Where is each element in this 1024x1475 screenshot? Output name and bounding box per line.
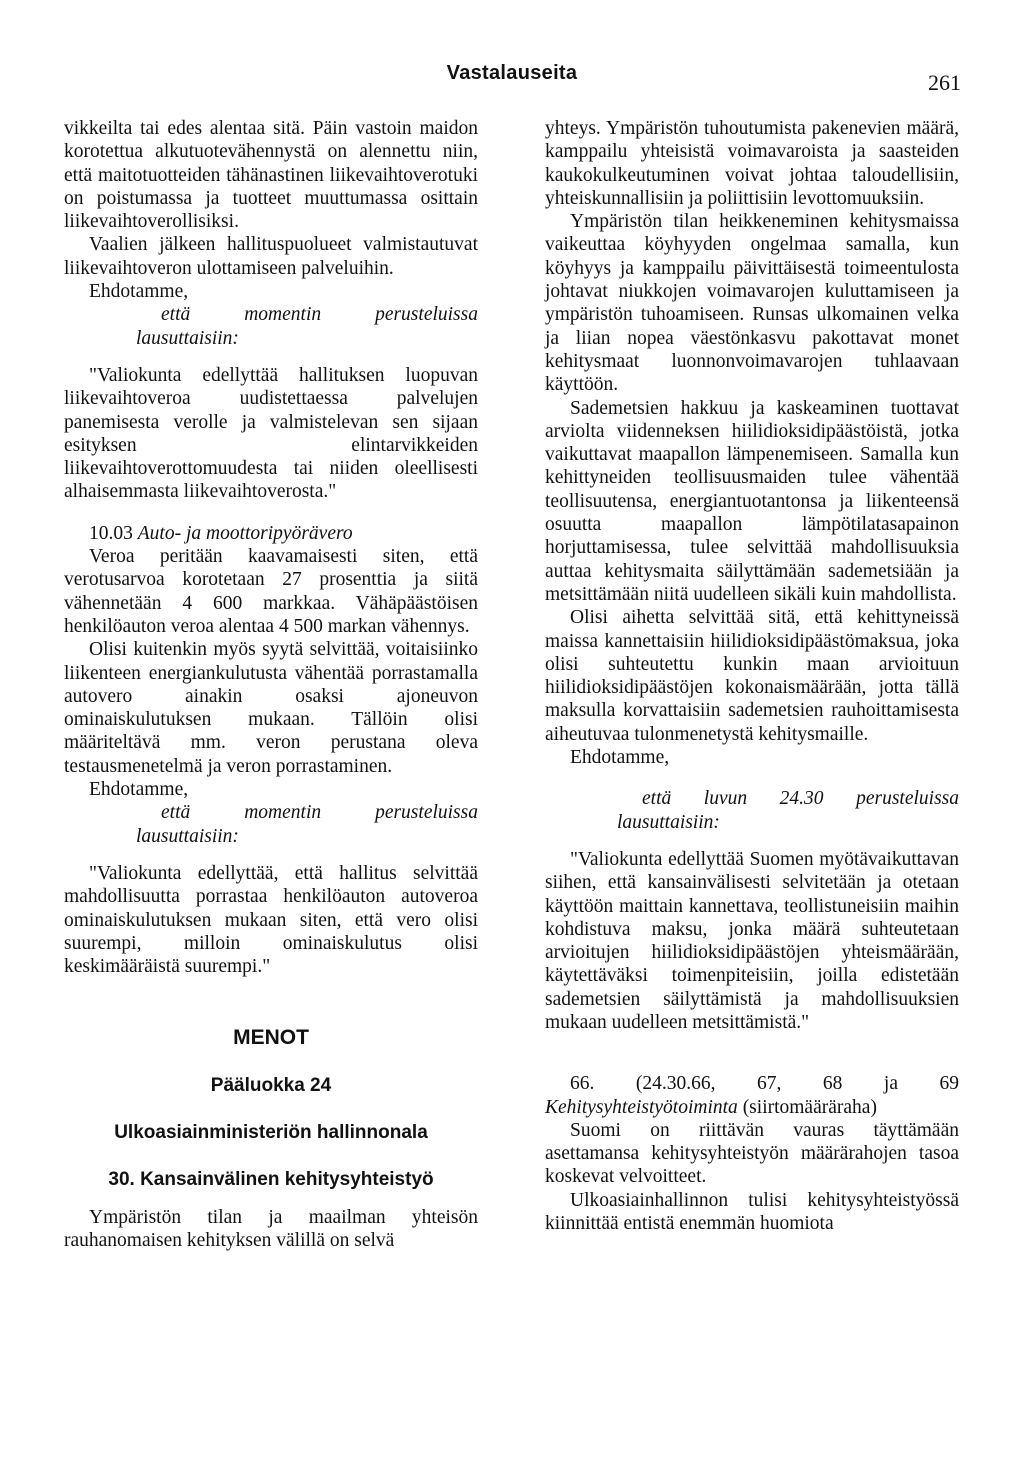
- page-number: 261: [928, 70, 961, 95]
- right-column: [545, 117, 959, 1235]
- section-heading: [545, 1072, 959, 1119]
- section-title: Kehitysyhteistyötoiminta: [545, 1096, 738, 1118]
- section-title: Auto- ja moottoripyörävero: [137, 522, 353, 544]
- section-heading-end: (siirtomääräraha): [737, 1096, 877, 1118]
- paragraph: Olisi kuitenkin myös syytä selvittää, voitaisiinko liikenteen energiankulutusta vähentää porrastamalla autovero ainakin osaksi ajoneuvon ominaiskulutuksen mukaan. Tällöin olisi määriteltävä mm. veron perustana oleva testausmenetelmä ja veron porrastaminen.: [64, 639, 478, 777]
- heading-menot: MENOT: [233, 1026, 309, 1050]
- proposal-lead: Ehdotamme,: [570, 747, 670, 769]
- paragraph: Suomi on riittävän vauras täyttämään asettamansa kehitysyhteistyön määrärahojen tasoa koskevat velvoitteet.: [545, 1119, 959, 1188]
- proposal-intro: että momentin perusteluissa lausuttaisiin:: [136, 802, 478, 847]
- running-header: Vastalauseita: [446, 62, 578, 84]
- paragraph: Veroa peritään kaavamaisesti siten, että verotusarvoa korotetaan 27 prosenttia ja siitä vähennetään 4 600 markkaa. Vähäpäästöisen henkilöauton veroa alentaa 4 500 markan vähennys.: [64, 546, 478, 637]
- section-heading: [64, 522, 478, 545]
- section-number: 10.03: [89, 522, 133, 544]
- proposal-lead: Ehdotamme,: [89, 779, 189, 801]
- proposal-quote: "Valiokunta edellyttää Suomen myötävaikuttavan siihen, että kansainvälisesti selvitetään ja otetaan käyttöön maittain kannettava, teollistuneisiin maihin kohdistuva maksu, jonka määrä suhteutetaan arvioitujen hiilidioksidipäästöjen yhteismäärään, käytettäväksi toimenpiteisiin, joilla edistetään sademetsien säilyttämistä ja mahdollisuuksien mukaan uudelleen metsittämistä.": [545, 848, 959, 1033]
- paragraph: Ympäristön tilan heikkeneminen kehitysmaissa vaikeuttaa köyhyyden ongelmaa samalla, kun köyhyys ja kamppailu päivittäisestä toimeentulosta johtavat niukkojen voimavarojen kuluttamiseen ja ympäristön tuhoamiseen. Runsas ulkomainen velka ja liian nopea väestönkasvu pakottavat monet kehitysmaat luonnonvoimavarojen tuhlaavaan käyttöön.: [545, 211, 959, 396]
- paragraph: Vaalien jälkeen hallituspuolueet valmistautuvat liikevaihtoveron ulottamiseen palveluihin.: [64, 234, 478, 279]
- proposal-intro: että momentin perusteluissa lausuttaisiin:: [136, 304, 478, 349]
- left-column: [64, 117, 478, 1252]
- paragraph: Ympäristön tilan ja maailman yhteisön rauhanomaisen kehityksen välillä on selvä: [64, 1206, 478, 1251]
- paragraph: vikkeilta tai edes alentaa sitä. Päin vastoin maidon korotettua alkutuotevähennystä on alennettu niin, että maitotuotteiden tähänastinen liikevaihtoverotuki on poistumassa ja tuotteet muuttumassa osittain liikevaihtoverollisiksi.: [64, 118, 478, 233]
- heading-hallinnonala: Ulkoasiainministeriön hallinnonala: [114, 1121, 428, 1143]
- heading-paaluokka: Pääluokka 24: [210, 1074, 332, 1096]
- proposal-quote: "Valiokunta edellyttää hallituksen luopuvan liikevaihtoveroa uudistettaessa palvelujen panemisesta verolle ja valmistelevan sen sijaan esityksen elintarvikkeiden liikevaihtoverottomuudesta tai niiden oleellisesti alhaisemmasta liikevaihtoverosta.": [64, 364, 478, 503]
- section-heading-start: 66. (24.30.66, 67, 68 ja 69: [570, 1073, 959, 1095]
- paragraph: Ulkoasiainhallinnon tulisi kehitysyhteistyössä kiinnittää entistä enemmän huomiota: [545, 1189, 959, 1235]
- proposal-quote: "Valiokunta edellyttää, että hallitus selvittää mahdollisuutta porrastaa henkilöauton autoveroa ominaiskulutuksen mukaan siten, että vero olisi suurempi, milloin ominaiskulutus olisi keskimääräistä suurempi.": [64, 862, 478, 978]
- proposal-lead: Ehdotamme,: [89, 281, 189, 303]
- paragraph: Olisi aihetta selvittää sitä, että kehittyneissä maissa kannettaisiin hiilidioksidipäästömaksua, joka olisi suhteutettu kunkin maan arvioituun hiilidioksidipäästöjen kokonaismäärään, jotta tällä maksulla korvattaisiin sademetsien rauhoittamisesta aiheutuvaa tulonmenetystä kehitysmaille.: [545, 607, 959, 745]
- paragraph: Sademetsien hakkuu ja kaskeaminen tuottavat arviolta viidenneksen hiilidioksidipäästöistä, jotka vaikuttavat maapallon lämpenemiseen. Samalla kun kehittyneiden teollisuusmaiden tulee vähentää teollisuutensa, energiantuotantonsa ja liikenteensä osuutta maapallon lämpötilatasapainon horjuttamisessa, tulee selvittää mahdollisuuksia auttaa kehitysmaita säilyttämään sademetsiään ja metsittämään niitä uudelleen sikäli kuin mahdollista.: [545, 397, 959, 605]
- proposal-intro: että luvun 24.30 perusteluissa lausuttaisiin:: [617, 788, 959, 833]
- paragraph: yhteys. Ympäristön tuhoutumista pakenevien määrä, kamppailu yhteisistä voimavaroista ja saasteiden kaukokulkeutuminen voivat johtaa taloudellisiin, yhteiskunnallisiin ja poliittisiin levottomuuksiin.: [545, 118, 959, 209]
- heading-kehitysyhteistyo: 30. Kansainvälinen kehitysyhteistyö: [108, 1169, 434, 1191]
